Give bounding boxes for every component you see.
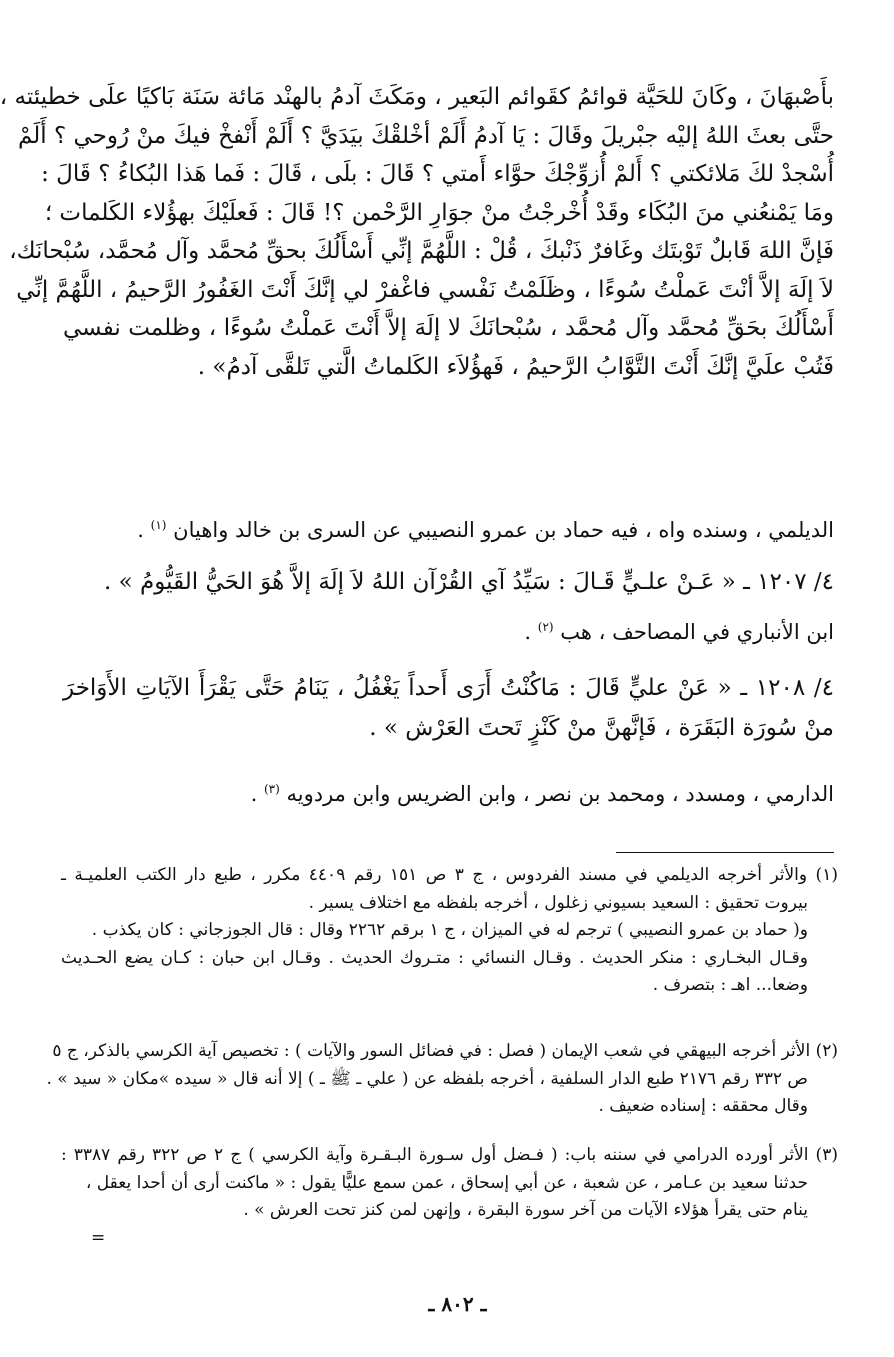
main-text-line: ومَا يَمْنعُني منَ البُكَاء وقَدْ أُخْرجْتُ منْ جوَارِ الرَّحْمن ؟! قَالَ : فَعلَيْكَ بهؤُلاء الكَلمات ؛ [44, 199, 834, 226]
footnote-line: ينام حتى يقرأ هؤلاء الآيات من آخر سورة البقرة ، وإنهن لمن كنز تحت العرش » . [243, 1200, 808, 1220]
footnote-line: حدثنا سعيد بن عـامر ، عن شعبة ، عن أبي إسحاق ، عمن سمع عليًّا يقول : « ماكنت أرى أن أحدا يعقل ، [85, 1172, 808, 1193]
source-end: . [137, 518, 151, 542]
main-text-line: لاَ إلَهَ إلاَّ أنْتَ عَملْتُ سُوءًا ، وظَلَمْتُ نَفْسي فاغْفرْ لي إنَّكَ أَنْتَ الغَفُورُ الرَّحيمُ ، اللَّهُمَّ إنِّي [16, 276, 834, 303]
page-number: ـ ٨٠٢ ـ [428, 1292, 487, 1316]
source-text: الدارمي ، ومسدد ، ومحمد بن نصر ، وابن الضريس وابن مردويه [286, 782, 834, 806]
footnote-line: وقـال البخـاري : منكر الحديث . وقـال النسائي : متـروك الحديث . وقـال ابن حبان : كـان يضع الحـديث [61, 947, 808, 968]
footnote-line: وضعا... اهـ : بتصرف . [652, 975, 808, 995]
footnote-line: وقال محققه : إسناده ضعيف . [598, 1096, 808, 1116]
footnote-line: (٢) الأثر أخرجه البيهقي في شعب الإيمان ( فصل : في فضائل السور والآيات ) : تخصيص آية الكرسي بالذكر، ج ٥ [52, 1041, 838, 1061]
footnote-line: ص ٣٣٢ رقم ٢١٧٦ طبع الدار السلفية ، أخرجه بلفظه عن ( علي ـ ﷺ ـ ) إلا أنه قال « سيده »مكان « سيد » . [46, 1068, 808, 1089]
footnote-line: (١) والأثر أخرجه الديلمي في مسند الفردوس ، ج ٣ ص ١٥١ رقم ٤٤٠٩ مكرر ، طبع دار الكتب العلميـة ـ [61, 865, 838, 885]
source-text: الديلمي ، وسنده واه ، فيه حماد بن عمرو النصيبي عن السرى بن خالد واهيان [173, 518, 834, 542]
main-text-line: حتَّى بعثَ اللهُ إليْه جبْريلَ وقَالَ : يَا آدمُ أَلَمْ أخْلقْكَ بيَدَيَّ ؟ أَلَمْ أَنْفخْ فيكَ منْ رُوحي ؟ أَلَمْ [17, 122, 834, 149]
main-text-block [0, 78, 834, 386]
footnote-ref: (١) [150, 518, 167, 532]
footnote-line: و( حماد بن عمرو النصيبي ) ترجم له في الميزان ، ج ١ برقم ٢٢٦٢ وقال : قال الجوزجاني : كان يكذب . [91, 920, 808, 940]
hadith-line: ٤/ ١٢٠٧ ـ « عَـنْ علـيٍّ قَـالَ : سَيِّدُ آي القُرْآن اللهُ لاَ إلَهَ إلاَّ هُوَ الحَيُّ القَيُّومُ » . [104, 569, 834, 595]
footnote-1 [61, 862, 838, 1000]
hadith-1207 [63, 562, 834, 602]
main-text-line: بأَصْبهَانَ ، وكَانَ للحَيَّة قوائمُ كقَوائم البَعير ، ومَكَثَ آدمُ بالهنْد مَائة سَنَة بَاكيًا علَى خطيئته ، [0, 84, 834, 110]
footnote-3 [61, 1142, 838, 1252]
source-attribution-1 [63, 518, 834, 542]
main-text-line: فَتُبْ علَيَّ إنَّكَ أَنْتَ التَّوَّابُ الرَّحيمُ ، فَهؤُلاَء الكَلماتُ الَّتي تَلقَّى آدمُ» . [197, 353, 834, 380]
footnote-2 [46, 1038, 838, 1121]
source-text: ابن الأنباري في المصاحف ، هب [560, 620, 834, 644]
footnote-line: بيروت تحقيق : السعيد بسيوني زغلول ، أخرجه بلفظه مع اختلاف يسير . [308, 892, 808, 913]
hadith-line: ٤/ ١٢٠٨ ـ « عَنْ عليٍّ قَالَ : مَاكُنْتُ أَرَى أَحداً يَغْفُلُ ، يَنَامُ حَتَّى يَقْرَأَ الآيَاتِ الأَوَاخرَ [63, 675, 834, 701]
continuation-mark: = [91, 1227, 106, 1248]
main-text-line: أُسْجدْ لكَ مَلائكتي ؟ أَلمْ أُزوِّجْكَ حوَّاء أَمتي ؟ قَالَ : بلَى ، قَالَ : فَما هَذا البُكاءُ ؟ قَالَ : [41, 161, 834, 187]
source-end: . [524, 620, 538, 644]
hadith-1208 [63, 668, 834, 748]
source-attribution-3 [63, 782, 834, 806]
footnote-separator [616, 852, 834, 853]
hadith-line: منْ سُورَة البَقَرَة ، فَإنَّهنَّ منْ كَنْزٍ تَحتَ العَرْش » . [369, 715, 834, 741]
source-attribution-2 [63, 620, 834, 644]
source-end: . [250, 782, 264, 806]
footnote-line: (٣) الأثر أورده الدرامي في سننه باب: ( فـضل أول سـورة البـقـرة وآية الكرسي ) ج ٢ ص ٣٢٢ رقم ٣٣٨٧ : [61, 1145, 838, 1165]
main-text-line: أَسْأَلُكَ بحَقِّ مُحمَّد وآل مُحمَّد ، سُبْحانَكَ لا إلَهَ إلاَّ أَنْتَ عَملْتُ سُوءًا ، وظلمت نفسي [63, 315, 834, 341]
main-text-line: فَإنَّ اللهَ قَابلٌ تَوْبتَك وغَافرٌ ذَنْبكَ ، قُلْ : اللَّهُمَّ إنِّي أَسْأَلُكَ بحقِّ مُحمَّد وآل مُحمَّد، سُبْحانَك، [9, 238, 834, 264]
footnote-ref: (٢) [537, 620, 554, 634]
footnote-ref: (٣) [263, 782, 280, 796]
